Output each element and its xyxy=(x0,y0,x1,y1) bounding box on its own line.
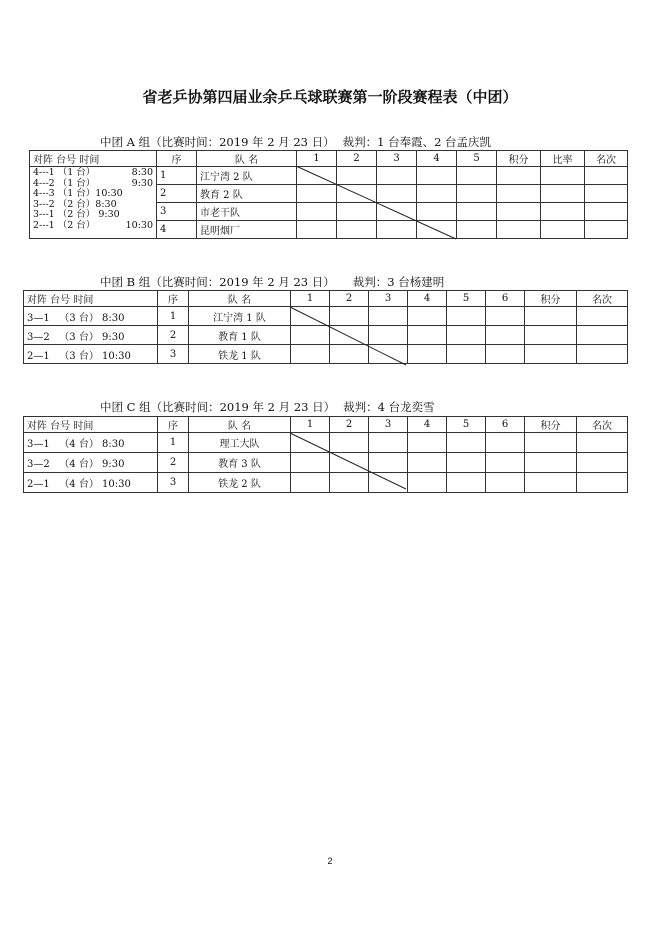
team-name: 教育 3 队 xyxy=(189,453,291,473)
team-seq: 2 xyxy=(158,326,189,345)
table-row xyxy=(24,345,628,364)
header-rank: 名次 xyxy=(585,151,628,167)
group-a-title: 中团 A 组（比赛时间：2019 年 2 月 23 日） xyxy=(100,135,335,149)
group-c-header-row xyxy=(24,417,628,433)
team-name: 昆明烟厂 xyxy=(197,221,297,239)
group-b-table xyxy=(23,290,628,364)
header-ratio: 比率 xyxy=(541,151,585,167)
header-col-4: 4 xyxy=(408,291,447,307)
table-row xyxy=(24,307,628,326)
header-schedule: 对阵 台号 时间 xyxy=(24,291,158,307)
team-seq: 2 xyxy=(157,185,197,203)
team-name: 教育 2 队 xyxy=(197,185,297,203)
group-a-referee: 裁判：1 台奉霞、2 台孟庆凯 xyxy=(342,135,492,149)
header-col-2: 2 xyxy=(330,291,369,307)
page-number: 2 xyxy=(327,856,333,866)
match-cell: 2—1 （4 台） 10:30 xyxy=(24,473,158,493)
header-col-6: 6 xyxy=(486,291,525,307)
group-c-heading xyxy=(100,399,435,415)
header-col-1: 1 xyxy=(291,291,330,307)
header-col-3: 3 xyxy=(369,417,408,433)
table-row xyxy=(24,433,628,453)
team-seq: 3 xyxy=(157,203,197,221)
document-title: 省老乒协第四届业余乒乓球联赛第一阶段赛程表（中团） xyxy=(142,88,518,106)
team-name: 市老干队 xyxy=(197,203,297,221)
match-cell: 3—1 （3 台） 8:30 xyxy=(24,307,158,326)
match-cell: 3—1 （4 台） 8:30 xyxy=(24,433,158,453)
header-col-4: 4 xyxy=(408,417,447,433)
team-seq: 1 xyxy=(158,307,189,326)
group-a-heading xyxy=(100,134,491,150)
header-team: 队 名 xyxy=(197,151,297,167)
table-row xyxy=(24,453,628,473)
team-seq: 1 xyxy=(158,433,189,453)
group-b-title: 中团 B 组（比赛时间：2019 年 2 月 23 日） xyxy=(100,275,335,289)
team-name: 江宁湾 1 队 xyxy=(189,307,291,326)
match-line: 4---2 （1 台） 9:30 xyxy=(33,177,153,189)
group-b-heading xyxy=(100,274,444,290)
match-line: 4---1 （1 台） 8:30 xyxy=(33,167,153,178)
header-schedule: 对阵 台号 时间 xyxy=(30,151,157,167)
header-col-2: 2 xyxy=(337,151,377,167)
header-col-2: 2 xyxy=(330,417,369,433)
team-name: 理工大队 xyxy=(189,433,291,453)
group-a-match-list xyxy=(30,167,157,239)
header-team: 队 名 xyxy=(189,417,291,433)
team-name: 教育 1 队 xyxy=(189,326,291,345)
header-seq: 序 xyxy=(158,291,189,307)
header-col-1: 1 xyxy=(291,417,330,433)
header-team: 队 名 xyxy=(189,291,291,307)
table-row xyxy=(30,167,628,185)
group-c-table xyxy=(23,416,628,493)
header-col-4: 4 xyxy=(417,151,457,167)
header-col-6: 6 xyxy=(486,417,525,433)
table-row xyxy=(24,326,628,345)
group-c-referee: 裁判：4 台龙奕雪 xyxy=(343,400,435,414)
match-cell: 2—1 （3 台） 10:30 xyxy=(24,345,158,364)
group-b-referee: 裁判：3 台杨建明 xyxy=(352,275,445,289)
header-seq: 序 xyxy=(158,417,189,433)
team-seq: 4 xyxy=(157,221,197,239)
group-a-table xyxy=(29,150,628,239)
match-line: 2---1 （2 台） 10:30 xyxy=(33,219,153,231)
header-rank: 名次 xyxy=(577,417,628,433)
team-seq: 2 xyxy=(158,453,189,473)
match-line: 4---3 （1 台）10:30 xyxy=(33,188,123,199)
match-cell: 3—2 （3 台） 9:30 xyxy=(24,326,158,345)
match-line: 3---1 （2 台） 9:30 xyxy=(33,209,120,220)
group-b-header-row xyxy=(24,291,628,307)
header-col-1: 1 xyxy=(297,151,337,167)
header-col-5: 5 xyxy=(447,417,486,433)
header-col-5: 5 xyxy=(447,291,486,307)
header-col-5: 5 xyxy=(457,151,497,167)
team-seq: 3 xyxy=(158,473,189,493)
team-name: 江宁湾 2 队 xyxy=(197,167,297,185)
team-seq: 3 xyxy=(158,345,189,364)
header-schedule: 对阵 台号 时间 xyxy=(24,417,158,433)
match-line: 3---2 （2 台）8:30 xyxy=(33,198,117,210)
header-col-3: 3 xyxy=(377,151,417,167)
header-col-3: 3 xyxy=(369,291,408,307)
team-name: 铁龙 2 队 xyxy=(189,473,291,493)
header-points: 积分 xyxy=(525,291,577,307)
team-name: 铁龙 1 队 xyxy=(189,345,291,364)
group-a-header-row xyxy=(30,151,628,167)
header-points: 积分 xyxy=(525,417,577,433)
table-row xyxy=(24,473,628,493)
group-c-title: 中团 C 组（比赛时间：2019 年 2 月 23 日） xyxy=(100,400,336,414)
header-points: 积分 xyxy=(497,151,541,167)
match-cell: 3—2 （4 台） 9:30 xyxy=(24,453,158,473)
team-seq: 1 xyxy=(157,167,197,185)
header-seq: 序 xyxy=(157,151,197,167)
header-rank: 名次 xyxy=(577,291,628,307)
